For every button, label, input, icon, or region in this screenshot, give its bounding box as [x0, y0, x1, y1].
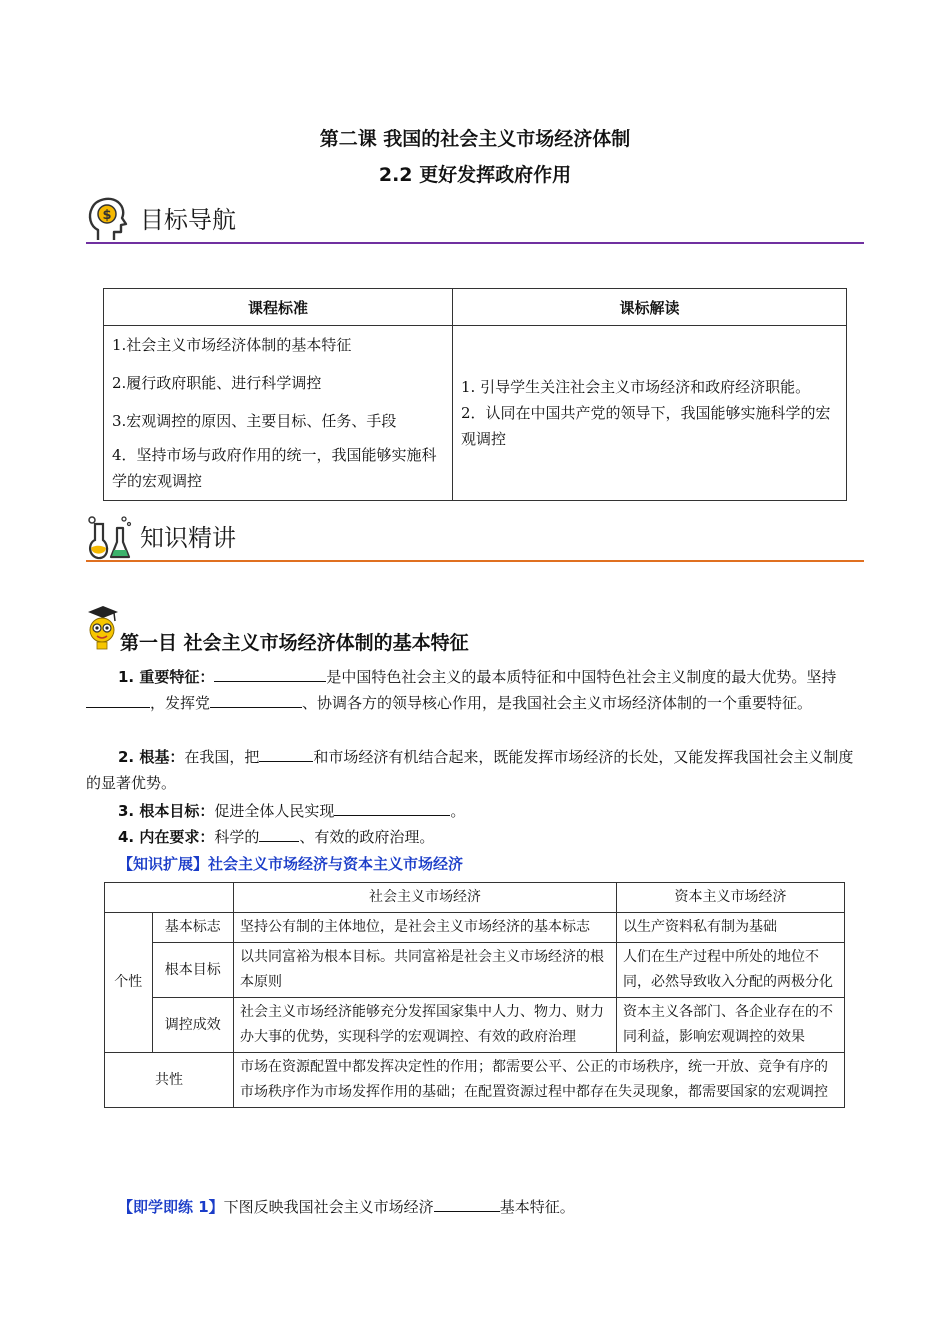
table-row [105, 913, 845, 943]
row-label: 调控成效 [152, 998, 233, 1053]
table-header: 资本主义市场经济 [617, 883, 845, 913]
table-header: 课程标准 [104, 289, 453, 326]
flask-icon [86, 514, 132, 560]
exercise-1 [118, 1194, 864, 1220]
table-cell: 人们在生产过程中所处的地位不同，必然导致收入分配的两极分化 [617, 943, 845, 998]
point-text: 在我国，把 [184, 748, 260, 766]
point-label: 4. 内在要求： [118, 828, 215, 846]
fill-blank[interactable] [214, 664, 326, 682]
fill-blank[interactable] [259, 744, 313, 762]
point-text: 、有效的政府治理。 [299, 828, 435, 846]
table-cell: 社会主义市场经济能够充分发挥国家集中人力、物力、财力办大事的优势，实现科学的宏观调控、有效的政府治理 [234, 998, 617, 1053]
point-text: 和市场经济有机结合起来，既能发挥市场经济的长处，又能发挥我国社会主义制度的显著优势。 [86, 748, 854, 792]
page-title: 第二课 我国的社会主义市场经济体制 [319, 128, 631, 150]
fill-blank[interactable] [259, 824, 299, 842]
row-label: 共性 [105, 1053, 234, 1108]
exercise-text: 基本特征。 [499, 1198, 575, 1216]
point-text: 。 [450, 802, 466, 820]
list-item: 2.履行政府职能、进行科学调控 [112, 374, 322, 392]
point-label: 1. 重要特征： [118, 668, 215, 686]
point-label: 2. 根基： [118, 748, 185, 766]
goals-table [103, 288, 847, 501]
table-row [105, 998, 845, 1053]
table-cell: 以共同富裕为根本目标。共同富裕是社会主义市场经济的根本原则 [234, 943, 617, 998]
table-cell: 资本主义各部门、各企业存在的不同利益，影响宏观调控的效果 [617, 998, 845, 1053]
table-cell: 坚持公有制的主体地位，是社会主义市场经济的基本标志 [234, 913, 617, 943]
point-text: 是中国特色社会主义的最本质特征和中国特色社会主义制度的最大优势。坚持 [326, 668, 837, 686]
head-dollar-icon [86, 196, 130, 242]
table-row [105, 1053, 845, 1108]
orange-divider [86, 560, 864, 562]
table-cell: 以生产资料私有制为基础 [617, 913, 845, 943]
exercise-label: 【即学即练 1】 [118, 1198, 224, 1216]
fill-blank[interactable] [86, 690, 150, 708]
section-knowledge-label: 知识精讲 [140, 524, 236, 552]
list-item: 3.宏观调控的原因、主要目标、任务、手段 [112, 412, 397, 430]
table-header: 社会主义市场经济 [234, 883, 617, 913]
purple-divider [86, 242, 864, 244]
point-4 [86, 824, 864, 850]
section-goals-header [86, 196, 864, 246]
point-3 [86, 798, 864, 824]
fill-blank[interactable] [334, 798, 450, 816]
point-text: 、协调各方的领导核心作用，是我国社会主义市场经济体制的一个重要特征。 [302, 694, 813, 712]
comparison-table [104, 882, 845, 1108]
graduate-mascot-icon [86, 604, 120, 650]
section-knowledge-header [86, 514, 864, 564]
expansion-heading: 【知识扩展】社会主义市场经济与资本主义市场经济 [118, 855, 464, 873]
table-header: 课标解读 [453, 289, 847, 326]
point-text: 科学的 [214, 828, 260, 846]
svg-text:$: $ [102, 208, 112, 223]
table-row [105, 943, 845, 998]
list-item: 2．认同在中国共产党的领导下，我国能够实施科学的宏观调控 [461, 404, 831, 448]
group-label: 个性 [105, 913, 153, 1053]
row-label: 根本目标 [152, 943, 233, 998]
point-text: 促进全体人民实现 [214, 802, 335, 820]
table-cell: 市场在资源配置中都发挥决定性的作用；都需要公平、公正的市场秩序，统一开放、竞争有序的市场秩序作为市场发挥作用的基础；在配置资源过程中都存在失灵现象，都需要国家的宏观调控 [234, 1053, 845, 1108]
point-1 [86, 664, 864, 716]
fill-blank[interactable] [434, 1194, 500, 1212]
fill-blank[interactable] [210, 690, 302, 708]
subsection-title: 第一目 社会主义市场经济体制的基本特征 [120, 632, 469, 654]
page-subtitle: 2.2 更好发挥政府作用 [378, 164, 572, 186]
point-label: 3. 根本目标： [118, 802, 215, 820]
point-2 [86, 744, 864, 796]
list-item: 4．坚持市场与政府作用的统一，我国能够实施科学的宏观调控 [112, 446, 437, 490]
exercise-text: 下图反映我国社会主义市场经济 [223, 1198, 434, 1216]
list-item: 1. 引导学生关注社会主义市场经济和政府经济职能。 [461, 378, 811, 396]
list-item: 1.社会主义市场经济体制的基本特征 [112, 336, 352, 354]
row-label: 基本标志 [152, 913, 233, 943]
point-text: ，发挥党 [150, 694, 211, 712]
section-goals-label: 目标导航 [140, 206, 236, 234]
